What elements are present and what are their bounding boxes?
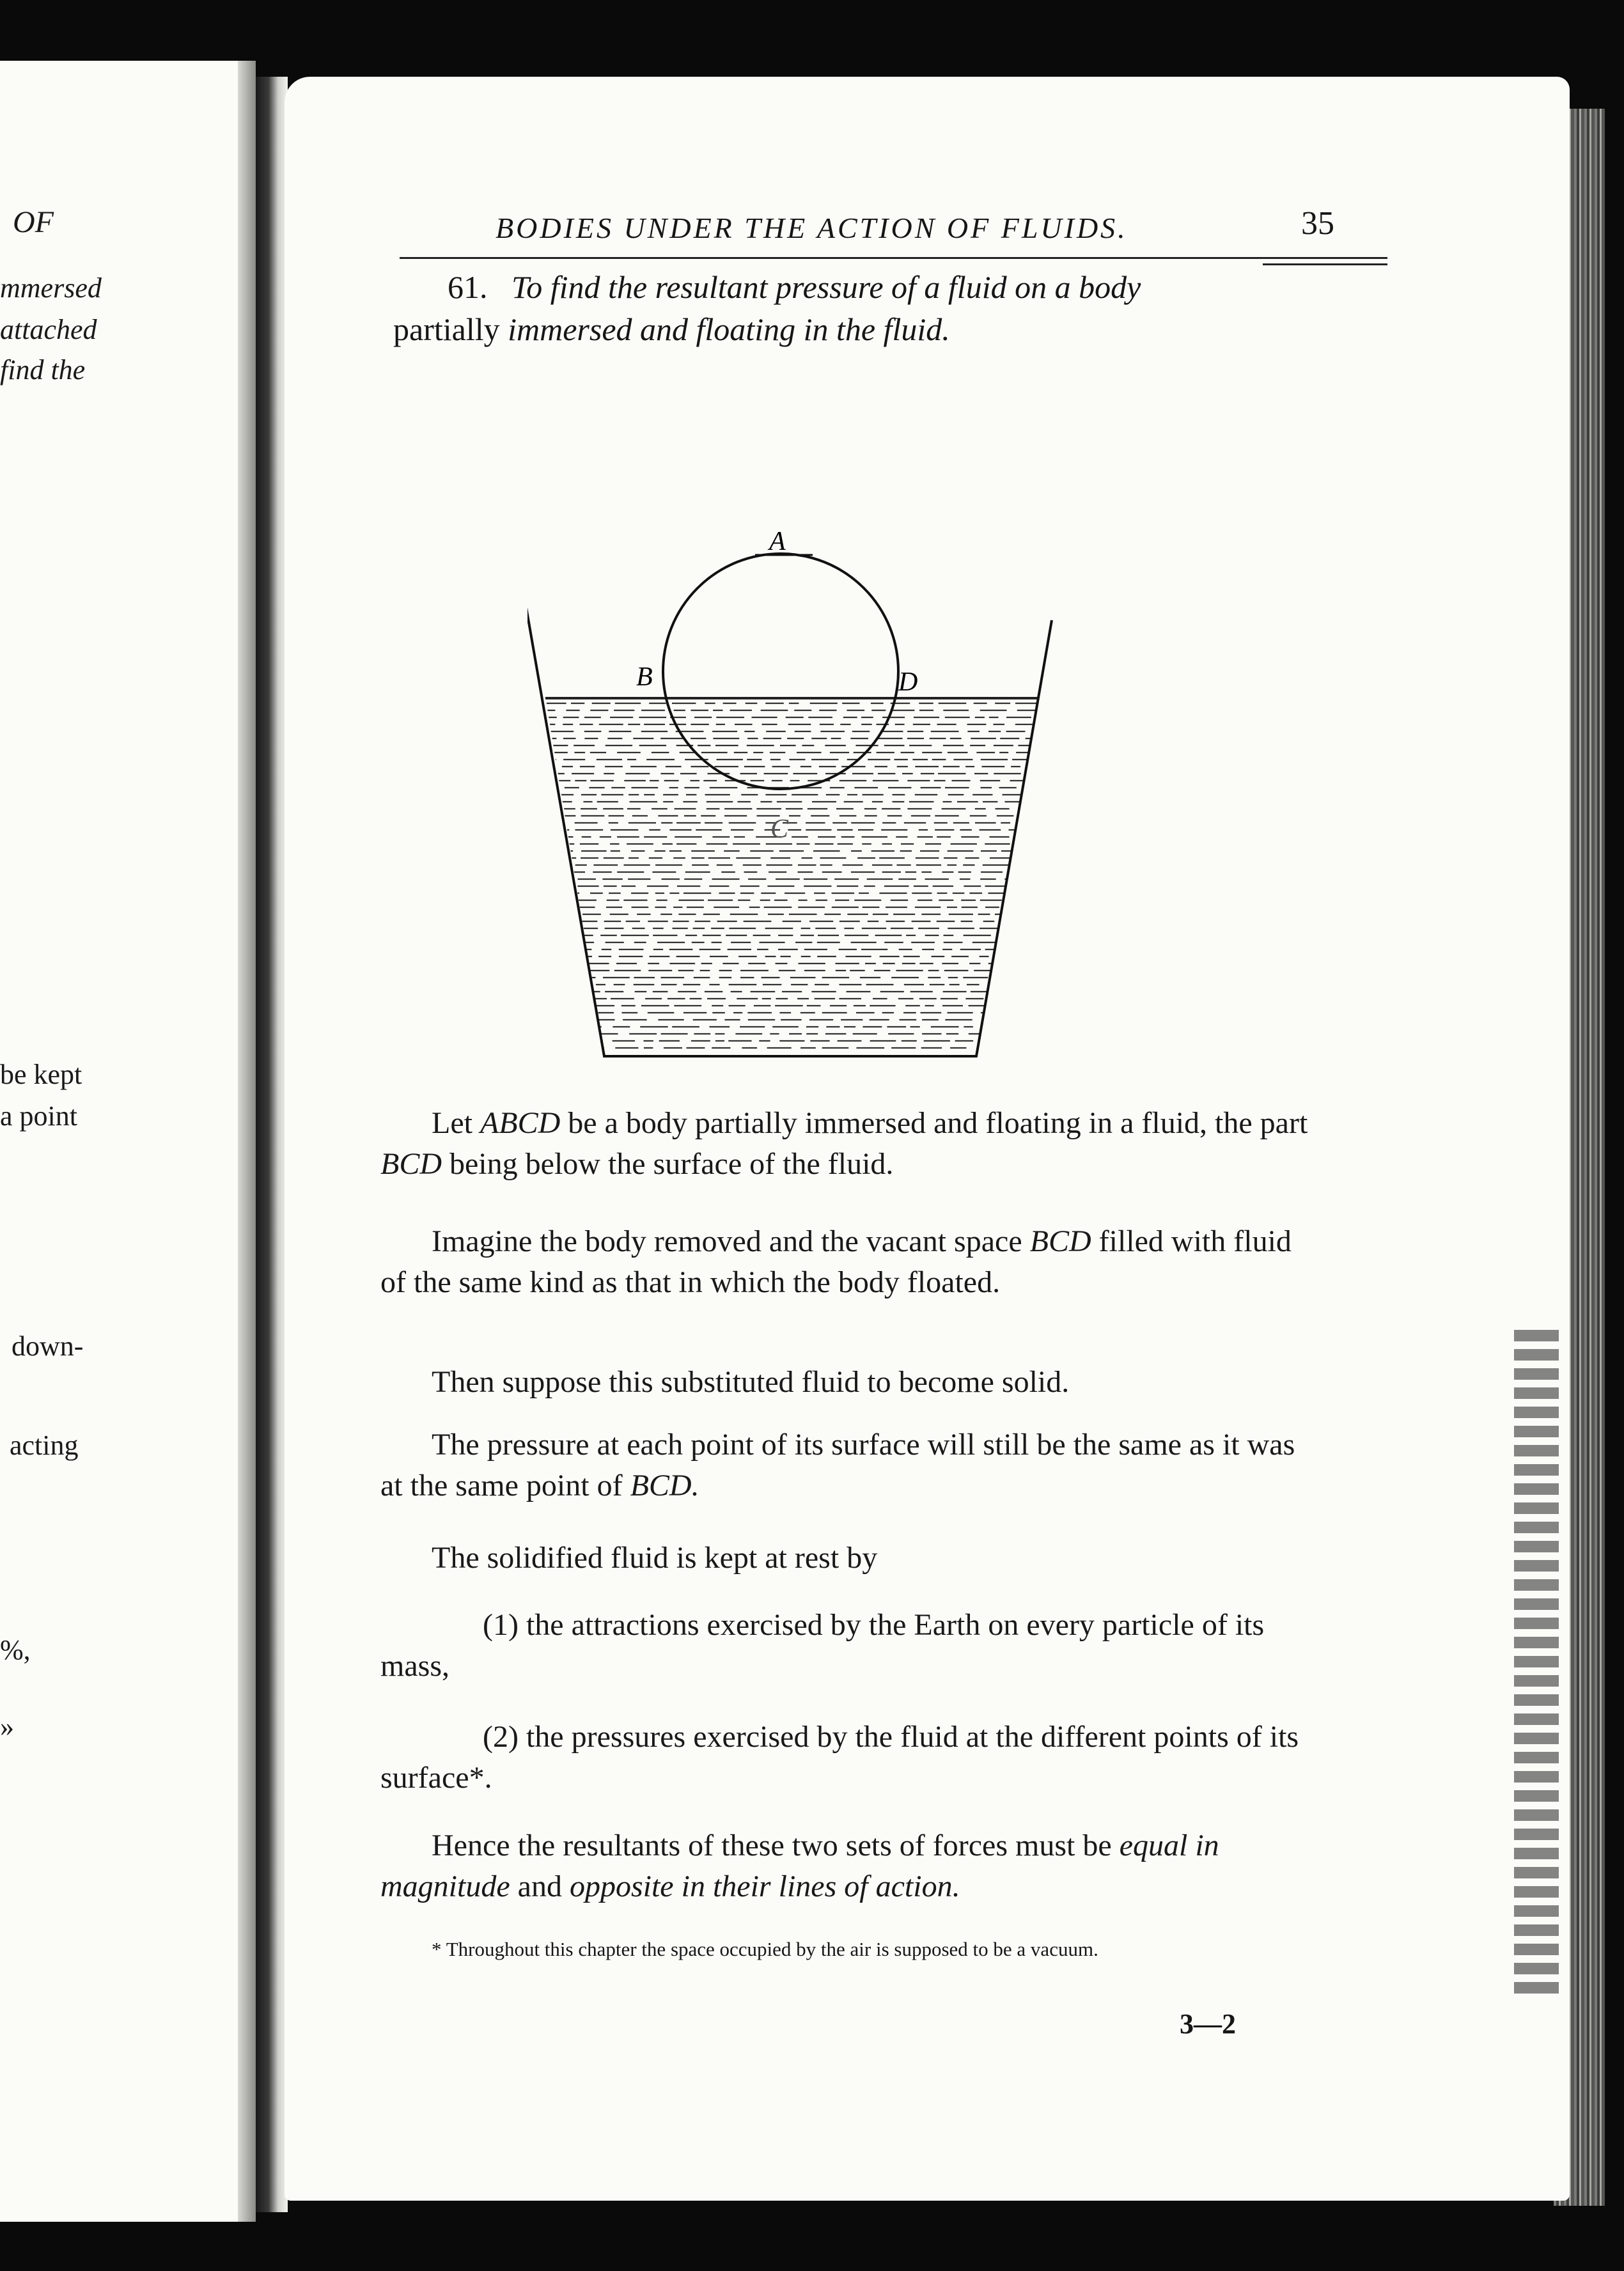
signature-mark: 3—2	[1180, 2008, 1236, 2040]
p8-italic-1: equal in magnitude	[380, 1829, 1219, 1903]
label-c: C	[770, 815, 789, 844]
page-number: 35	[1301, 205, 1334, 242]
left-page-line: acting	[10, 1430, 79, 1461]
p8-text-1: Hence the resultants of these two sets of forces must be	[432, 1829, 1120, 1862]
p1-italic-2: BCD	[380, 1147, 442, 1181]
paragraph-3	[380, 1362, 1320, 1403]
left-page-line: be kept	[0, 1059, 82, 1090]
left-page-line: find the	[0, 354, 86, 386]
proposition-line-2-italic: immersed and floating in the fluid.	[508, 311, 950, 347]
p6-text: (1) the attractions exercised by the Earth on every particle of its mass,	[380, 1608, 1265, 1683]
paragraph-2	[380, 1221, 1320, 1303]
running-header: BODIES UNDER THE ACTION OF FLUIDS.	[496, 212, 1128, 244]
paragraph-4	[380, 1424, 1320, 1506]
label-b: B	[636, 662, 653, 692]
proposition-number: 61.	[448, 269, 488, 305]
p1-text-2: be a body partially immersed and floating in a fluid, the part	[560, 1106, 1308, 1140]
paragraph-8	[380, 1825, 1320, 1907]
p2-text-2: filled with fluid of the same kind as that in which the body floated.	[380, 1224, 1292, 1299]
p8-italic-2: opposite in their lines of action.	[569, 1869, 960, 1903]
p8-text-2: and	[510, 1869, 570, 1903]
fluid-hatching	[540, 703, 1071, 1048]
p4-italic-1: BCD.	[630, 1469, 699, 1502]
proposition-heading-cont	[393, 311, 950, 348]
right-page	[285, 77, 1570, 2201]
floating-body-circle	[663, 554, 898, 789]
edge-marking	[1514, 1330, 1559, 1995]
p1-text-3: being below the surface of the fluid.	[442, 1147, 894, 1181]
p4-text-1: The pressure at each point of its surface will still be the same as it was at the same point of	[380, 1428, 1295, 1502]
p5-text: The solidified fluid is kept at rest by	[432, 1541, 878, 1575]
paragraph-6	[380, 1605, 1320, 1687]
footnote: * Throughout this chapter the space occupied by the air is supposed to be a vacuum.	[432, 1938, 1098, 1960]
header-rule	[400, 257, 1387, 259]
proposition-heading	[448, 269, 1141, 306]
p1-italic-1: ABCD	[480, 1106, 561, 1140]
paragraph-7	[380, 1717, 1320, 1799]
paragraph-1	[380, 1103, 1320, 1185]
book-gutter	[256, 77, 288, 2212]
left-page-shadow	[238, 61, 256, 2222]
left-page-line: mmersed	[0, 272, 102, 304]
p2-italic-1: BCD	[1029, 1224, 1091, 1258]
proposition-line-2-plain: partially	[393, 311, 500, 347]
left-page-line: attached	[0, 314, 97, 345]
left-facing-page	[0, 61, 256, 2222]
p7-text: (2) the pressures exercised by the fluid at the different points of its surface*.	[380, 1720, 1299, 1795]
p2-text-1: Imagine the body removed and the vacant space	[432, 1224, 1030, 1258]
label-d: D	[898, 667, 918, 697]
p1-text-1: Let	[432, 1106, 480, 1140]
left-page-line: down-	[12, 1331, 84, 1362]
left-page-line: a point	[0, 1100, 77, 1132]
left-page-line: »	[0, 1711, 14, 1742]
header-rule-short	[1263, 263, 1387, 265]
floating-body-diagram	[527, 460, 1167, 1074]
left-page-line: %,	[0, 1634, 31, 1666]
label-a: A	[769, 527, 786, 556]
vessel-outline	[527, 607, 1052, 1056]
p3-text: Then suppose this substituted fluid to become solid.	[432, 1365, 1070, 1399]
paragraph-5	[380, 1538, 1320, 1579]
left-page-line: OF	[13, 205, 54, 239]
proposition-line-1: To find the resultant pressure of a fluid on a body	[511, 269, 1141, 305]
